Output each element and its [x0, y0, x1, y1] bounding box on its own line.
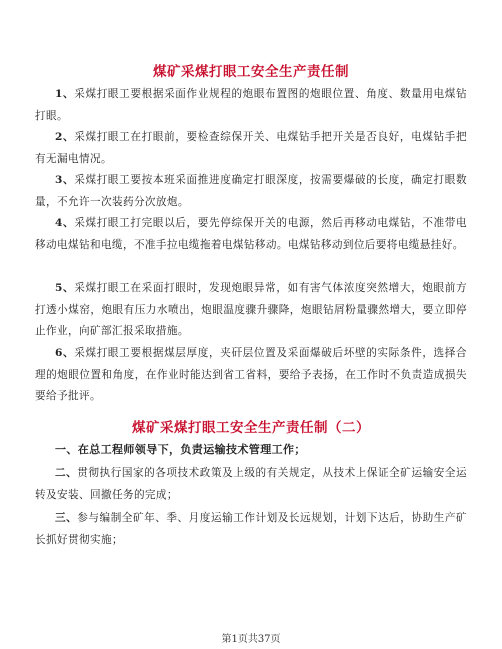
- item-text: 在总工程师领导下，负责运输技术管理工作；: [77, 443, 306, 456]
- paragraph-5: [35, 278, 467, 343]
- page-footer: 第1页共37页: [221, 634, 281, 645]
- section-1-title: 煤矿采煤打眼工安全生产责任制: [153, 64, 349, 80]
- item-number: 5、: [55, 282, 75, 294]
- item-text: 采煤打眼工打完眼以后，要先停综保开关的电源，然后再移动电煤钻，不准带电移动电煤钻和电缆，不准手拉电缆拖着电煤钻移动。电煤钻移动到位后要将电缆悬挂好。: [35, 217, 468, 251]
- item-text: 采煤打眼工要根据煤层厚度，夹矸层位置及采面爆破后坏壁的实际条件，选择合理的炮眼位置和角度，在作业时能达到省工省料，要给予表扬，在工作时不负责造成损失要给予批评。: [35, 347, 468, 402]
- paragraph-4: [35, 213, 467, 256]
- item-number: 4、: [55, 217, 75, 229]
- paragraph-2: [35, 127, 467, 170]
- paragraph-6: [35, 343, 467, 408]
- paragraph-s2-2: [35, 463, 467, 506]
- paragraph-s2-1: [35, 439, 467, 461]
- paragraph-3: [35, 170, 467, 213]
- item-number: 6、: [55, 347, 75, 359]
- item-text: 贯彻执行国家的各项技术政策及上级的有关规定，从技术上保证全矿运输安全运转及安装、回撤任务的完成；: [35, 467, 467, 501]
- section-2-title: 煤矿采煤打眼工安全生产责任制（二）: [132, 420, 370, 436]
- item-text: 采煤打眼工在打眼前，要检查综保开关、电煤钻手把开关是否良好，电煤钻手把有无漏电情况。: [35, 131, 468, 165]
- item-number: 一、: [55, 443, 78, 456]
- paragraph-1: [35, 84, 467, 127]
- item-number: 3、: [55, 174, 75, 186]
- item-number: 2、: [55, 131, 75, 143]
- item-text: 参与编制全矿年、季、月度运输工作计划及长远规划，计划下达后，协助生产矿长抓好贯彻实施；: [35, 512, 467, 546]
- item-text: 采煤打眼工在采面打眼时，发现炮眼异常，如有害气体浓度突然增大，炮眼前方打透小煤窑，炮眼有压力水喷出，炮眼温度骤升骤降，炮眼钻屑粉量骤然增大，要立即停止作业，向矿部汇报采取措施。: [35, 282, 468, 337]
- paragraph-s2-3: [35, 508, 467, 551]
- item-text: 采煤打眼工要根据采面作业规程的炮眼布置图的炮眼位置、角度、数量用电煤钻打眼。: [35, 88, 468, 122]
- item-text: 采煤打眼工要按本班采面推进度确定打眼深度，按需要爆破的长度，确定打眼数量，不允许一次装药分次放炮。: [35, 174, 468, 208]
- item-number: 三、: [55, 512, 78, 524]
- item-number: 1、: [55, 88, 75, 100]
- item-number: 二、: [55, 467, 78, 479]
